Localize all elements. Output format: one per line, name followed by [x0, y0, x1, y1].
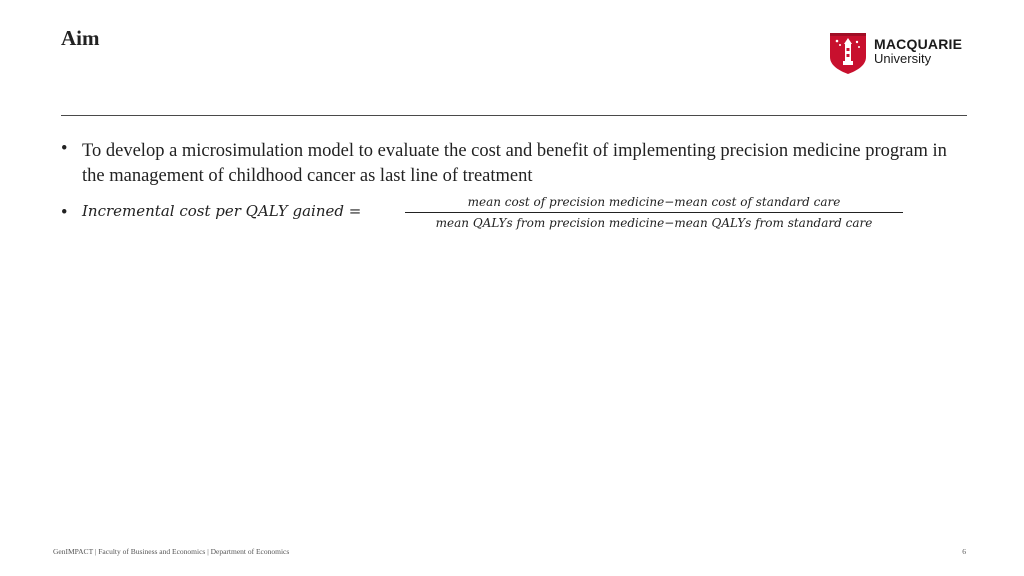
bullet-marker: •: [61, 139, 68, 159]
crest-lighthouse-icon: [828, 31, 868, 75]
bullet-text: To develop a microsimulation model to evaluate the cost and benefit of implementing precision medicine program in the management of childhood cancer as last line of treatment: [82, 141, 947, 186]
logo-wordmark: [874, 37, 962, 65]
fraction-bar: [405, 212, 903, 213]
bullet-marker: •: [61, 203, 68, 223]
logo-line-1: MACQUARIE: [874, 36, 963, 52]
formula-fraction: [405, 193, 903, 232]
bullet-aim: [61, 139, 967, 189]
logo-line-2: University: [874, 51, 932, 66]
page-number: 6: [962, 547, 966, 556]
formula-numerator: mean cost of precision medicine−mean cost of standard care: [467, 195, 841, 209]
bullet-formula: [61, 193, 967, 238]
macquarie-logo: [828, 31, 978, 75]
slide-title: Aim: [61, 26, 100, 50]
title-divider: [61, 115, 967, 116]
footer-text: GenIMPACT | Faculty of Business and Economics | Department of Economics: [53, 547, 290, 556]
formula-denominator: mean QALYs from precision medicine−mean QALYs from standard care: [435, 216, 873, 230]
formula-lhs: Incremental cost per QALY gained =: [82, 202, 362, 220]
